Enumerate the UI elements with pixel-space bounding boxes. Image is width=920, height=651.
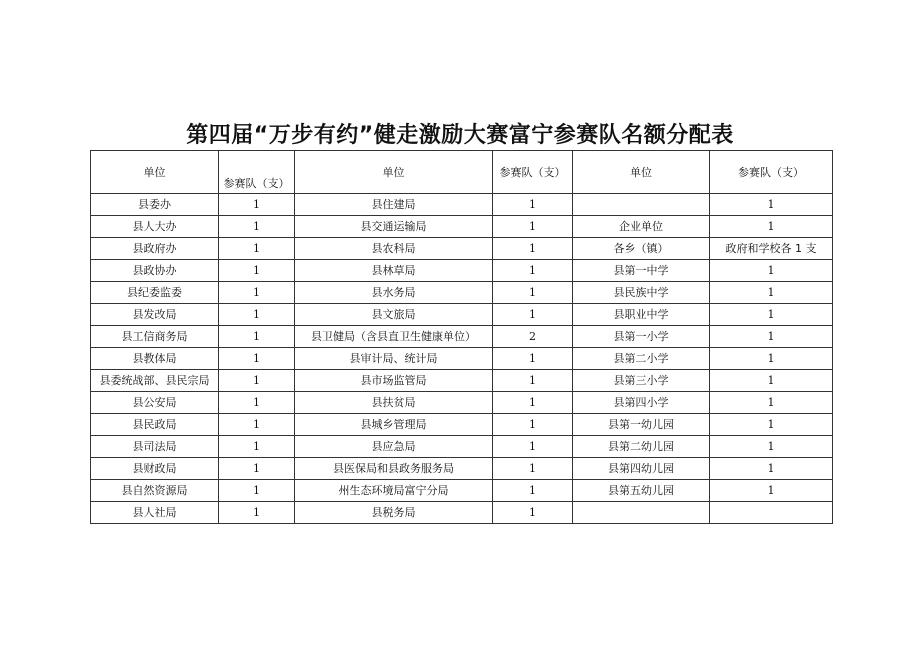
cell-unit-2: 县文旅局 <box>295 304 493 326</box>
header-teams-1: 参赛队（支） <box>219 151 295 194</box>
cell-teams-1: 1 <box>219 370 295 392</box>
table-row <box>91 326 833 348</box>
cell-unit-1: 县自然资源局 <box>91 480 219 502</box>
cell-teams-1: 1 <box>219 348 295 370</box>
cell-teams-3: 1 <box>710 436 833 458</box>
cell-unit-3: 县民族中学 <box>573 282 710 304</box>
cell-teams-3: 1 <box>710 326 833 348</box>
cell-teams-3: 1 <box>710 282 833 304</box>
cell-teams-1: 1 <box>219 238 295 260</box>
cell-teams-3 <box>710 502 833 524</box>
cell-teams-2: 1 <box>493 502 573 524</box>
cell-teams-2: 1 <box>493 194 573 216</box>
cell-unit-3: 县第五幼儿园 <box>573 480 710 502</box>
cell-unit-2: 县应急局 <box>295 436 493 458</box>
table-row <box>91 282 833 304</box>
table-row <box>91 458 833 480</box>
cell-unit-3 <box>573 502 710 524</box>
cell-teams-3: 1 <box>710 348 833 370</box>
cell-unit-2: 县扶贫局 <box>295 392 493 414</box>
cell-teams-2: 1 <box>493 304 573 326</box>
cell-unit-1: 县纪委监委 <box>91 282 219 304</box>
cell-unit-3: 县职业中学 <box>573 304 710 326</box>
cell-teams-2: 2 <box>493 326 573 348</box>
cell-unit-1: 县政协办 <box>91 260 219 282</box>
cell-teams-2: 1 <box>493 282 573 304</box>
table-row <box>91 260 833 282</box>
table-row <box>91 194 833 216</box>
cell-teams-2: 1 <box>493 260 573 282</box>
quota-table <box>90 150 833 524</box>
cell-unit-1: 县公安局 <box>91 392 219 414</box>
header-unit-1: 单位 <box>91 151 219 194</box>
cell-unit-2: 县医保局和县政务服务局 <box>295 458 493 480</box>
cell-teams-3: 1 <box>710 304 833 326</box>
cell-unit-3: 企业单位 <box>573 216 710 238</box>
cell-teams-1: 1 <box>219 458 295 480</box>
cell-teams-3: 1 <box>710 392 833 414</box>
cell-unit-2: 县林草局 <box>295 260 493 282</box>
cell-teams-3: 1 <box>710 414 833 436</box>
table-body <box>91 194 833 524</box>
cell-unit-2: 州生态环境局富宁分局 <box>295 480 493 502</box>
cell-unit-2: 县住建局 <box>295 194 493 216</box>
cell-unit-1: 县财政局 <box>91 458 219 480</box>
cell-teams-2: 1 <box>493 414 573 436</box>
cell-teams-2: 1 <box>493 348 573 370</box>
cell-teams-2: 1 <box>493 370 573 392</box>
cell-teams-1: 1 <box>219 194 295 216</box>
cell-teams-1: 1 <box>219 304 295 326</box>
cell-teams-2: 1 <box>493 458 573 480</box>
cell-teams-1: 1 <box>219 260 295 282</box>
cell-teams-1: 1 <box>219 326 295 348</box>
cell-teams-3: 1 <box>710 216 833 238</box>
cell-unit-2: 县税务局 <box>295 502 493 524</box>
table-row <box>91 238 833 260</box>
table-row <box>91 216 833 238</box>
cell-unit-3: 县第一中学 <box>573 260 710 282</box>
cell-teams-1: 1 <box>219 216 295 238</box>
cell-unit-1: 县民政局 <box>91 414 219 436</box>
cell-teams-3: 1 <box>710 480 833 502</box>
cell-teams-1: 1 <box>219 502 295 524</box>
cell-unit-2: 县水务局 <box>295 282 493 304</box>
cell-teams-1: 1 <box>219 392 295 414</box>
cell-unit-2: 县审计局、统计局 <box>295 348 493 370</box>
header-unit-3: 单位 <box>573 151 710 194</box>
cell-unit-1: 县工信商务局 <box>91 326 219 348</box>
cell-unit-3: 各乡（镇） <box>573 238 710 260</box>
document-title: 第四届“万步有约”健走激励大赛富宁参赛队名额分配表 <box>186 123 734 148</box>
cell-teams-3: 1 <box>710 260 833 282</box>
cell-unit-3: 县第三小学 <box>573 370 710 392</box>
cell-unit-3: 县第四幼儿园 <box>573 458 710 480</box>
cell-teams-3: 1 <box>710 370 833 392</box>
cell-teams-2: 1 <box>493 238 573 260</box>
cell-unit-1: 县司法局 <box>91 436 219 458</box>
cell-teams-2: 1 <box>493 480 573 502</box>
table-row <box>91 348 833 370</box>
header-unit-2: 单位 <box>295 151 493 194</box>
cell-teams-2: 1 <box>493 216 573 238</box>
cell-unit-1: 县人社局 <box>91 502 219 524</box>
cell-teams-3: 1 <box>710 458 833 480</box>
cell-teams-1: 1 <box>219 480 295 502</box>
cell-unit-3: 县第二幼儿园 <box>573 436 710 458</box>
header-teams-2: 参赛队（支） <box>493 151 573 194</box>
table-header <box>91 151 833 194</box>
cell-unit-3: 县第一小学 <box>573 326 710 348</box>
cell-teams-3: 1 <box>710 194 833 216</box>
cell-unit-3: 县第一幼儿园 <box>573 414 710 436</box>
table-row <box>91 436 833 458</box>
table-row <box>91 370 833 392</box>
cell-unit-1: 县教体局 <box>91 348 219 370</box>
cell-unit-1: 县委统战部、县民宗局 <box>91 370 219 392</box>
cell-unit-2: 县市场监管局 <box>295 370 493 392</box>
cell-unit-2: 县交通运输局 <box>295 216 493 238</box>
cell-unit-1: 县发改局 <box>91 304 219 326</box>
cell-unit-2: 县农科局 <box>295 238 493 260</box>
table-row <box>91 414 833 436</box>
table-row <box>91 502 833 524</box>
cell-unit-2: 县城乡管理局 <box>295 414 493 436</box>
cell-teams-1: 1 <box>219 414 295 436</box>
cell-teams-2: 1 <box>493 436 573 458</box>
table-row <box>91 304 833 326</box>
cell-unit-1: 县委办 <box>91 194 219 216</box>
cell-unit-3: 县第四小学 <box>573 392 710 414</box>
cell-unit-1: 县政府办 <box>91 238 219 260</box>
cell-teams-2: 1 <box>493 392 573 414</box>
cell-unit-1: 县人大办 <box>91 216 219 238</box>
cell-teams-1: 1 <box>219 282 295 304</box>
cell-unit-2: 县卫健局（含县直卫生健康单位） <box>295 326 493 348</box>
table-row <box>91 392 833 414</box>
cell-unit-3 <box>573 194 710 216</box>
table-row <box>91 480 833 502</box>
header-row <box>91 151 833 194</box>
cell-teams-1: 1 <box>219 436 295 458</box>
cell-unit-3: 县第二小学 <box>573 348 710 370</box>
header-teams-3: 参赛队（支） <box>710 151 833 194</box>
cell-teams-3: 政府和学校各 1 支 <box>710 238 833 260</box>
